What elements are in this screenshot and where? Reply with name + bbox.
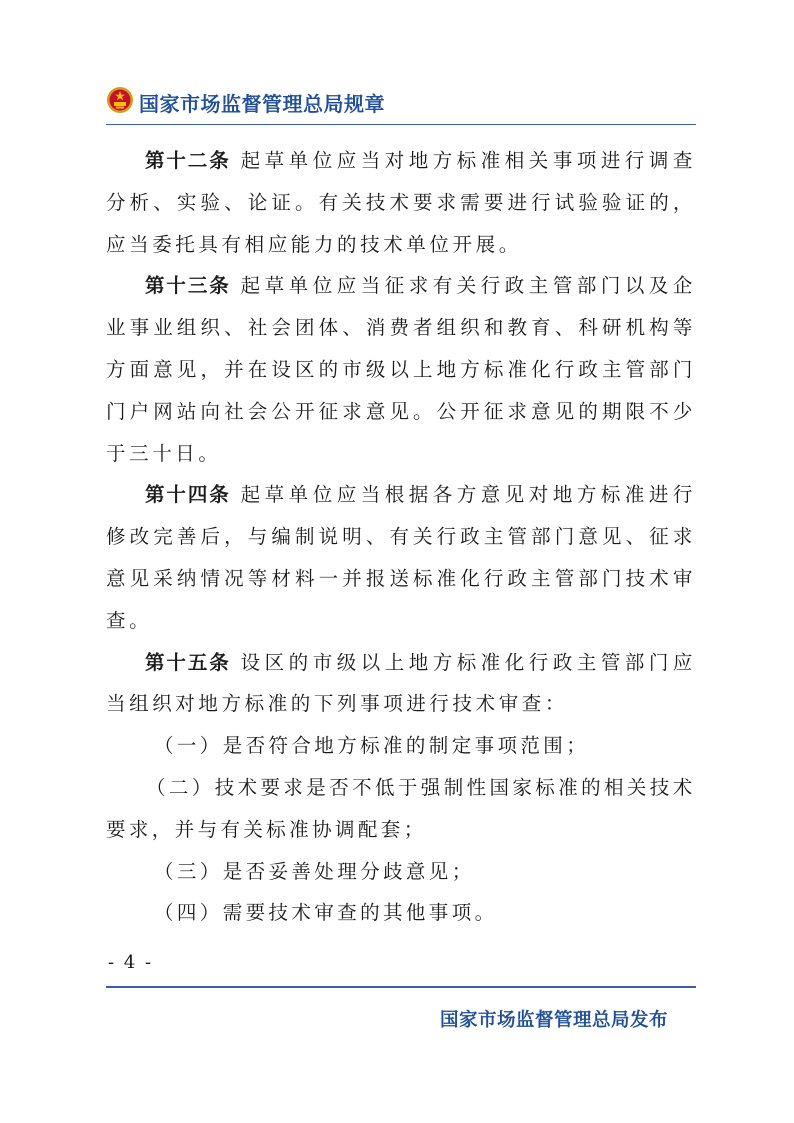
header-divider bbox=[106, 124, 696, 125]
list-item: （二）技术要求是否不低于强制性国家标准的相关技术要求，并与有关标准协调配套； bbox=[106, 775, 696, 841]
article-12 bbox=[106, 140, 696, 265]
list-item: （四）需要技术审查的其他事项。 bbox=[154, 901, 498, 925]
article-15 bbox=[106, 642, 696, 726]
article-text: 设区的市级以上地方标准化行政主管部门应当组织对地方标准的下列事项进行技术审查： bbox=[106, 650, 696, 716]
national-emblem-icon bbox=[106, 86, 134, 114]
article-label: 第十四条 bbox=[145, 483, 231, 507]
article-text: 起草单位应当征求有关行政主管部门以及企业事业组织、社会团体、消费者组织和教育、科研机构等方面意见，并在设区的市级以上地方标准化行政主管部门门户网站向社会公开征求意见。公开征求意见的期限不少于三十日。 bbox=[106, 274, 696, 465]
article-14 bbox=[106, 474, 696, 641]
list-item: （三）是否妥善处理分歧意见； bbox=[154, 859, 475, 883]
article-text: 起草单位应当对地方标准相关事项进行调查分析、实验、论证。有关技术要求需要进行试验验证的，应当委托具有相应能力的技术单位开展。 bbox=[106, 149, 696, 256]
footer-divider bbox=[106, 986, 696, 988]
document-header bbox=[106, 82, 696, 122]
article-label: 第十二条 bbox=[145, 149, 231, 172]
document-body bbox=[106, 140, 696, 934]
footer-publisher: 国家市场监督管理总局发布 bbox=[440, 1010, 669, 1031]
article-13 bbox=[106, 265, 696, 474]
article-label: 第十三条 bbox=[145, 274, 231, 298]
article-label: 第十五条 bbox=[145, 650, 231, 674]
list-item: （一）是否符合地方标准的制定事项范围； bbox=[154, 734, 590, 758]
header-title: 国家市场监督管理总局规章 bbox=[139, 92, 385, 116]
article-text: 起草单位应当根据各方意见对地方标准进行修改完善后，与编制说明、有关行政主管部门意见、征求意见采纳情况等材料一并报送标准化行政主管部门技术审查。 bbox=[106, 483, 696, 632]
page-number: - 4 - bbox=[108, 952, 154, 973]
